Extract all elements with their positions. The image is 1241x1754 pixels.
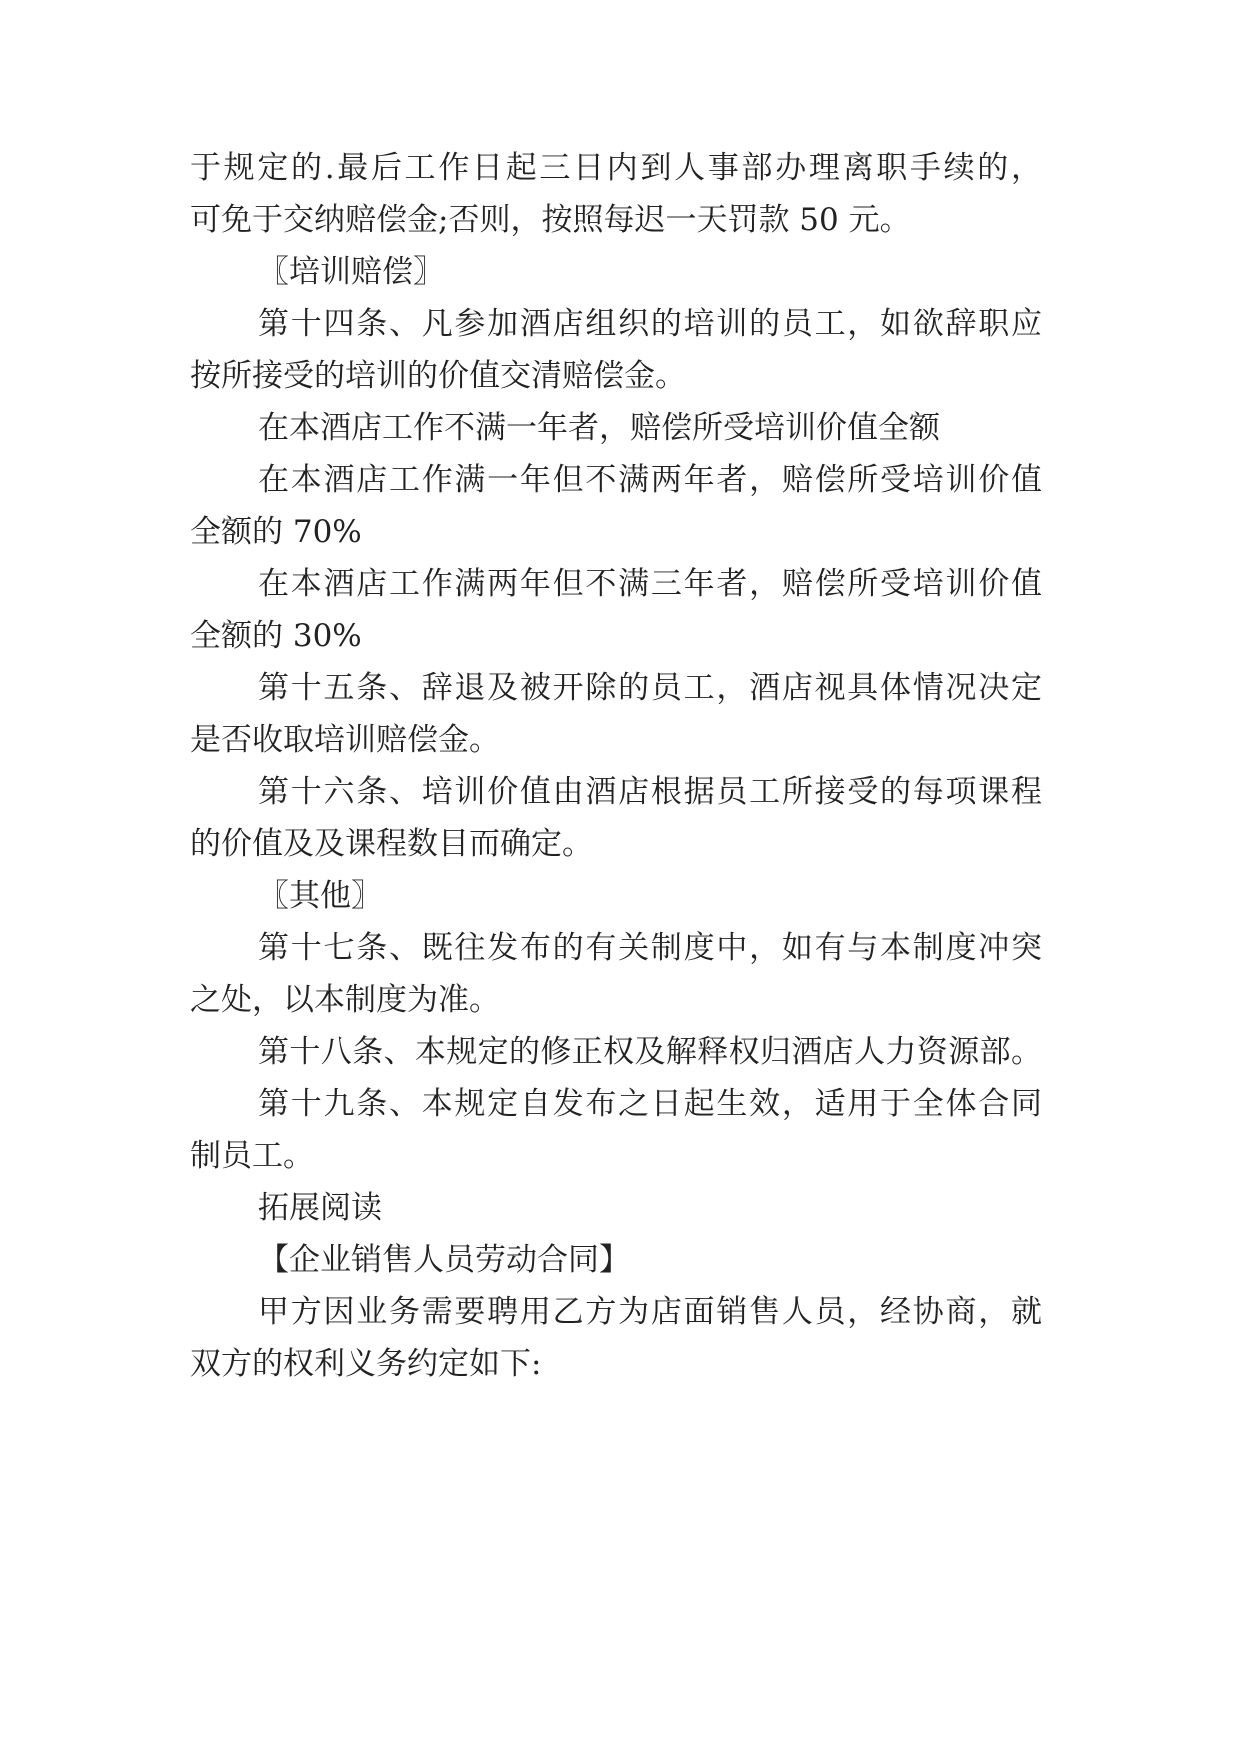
- text-line: 制员工。: [190, 1138, 314, 1174]
- text-line: 按所接受的培训的价值交清赔偿金。: [190, 358, 686, 394]
- text-line: 双方的权利义务约定如下:: [190, 1346, 542, 1382]
- section-heading: 【企业销售人员劳动合同】: [258, 1242, 630, 1278]
- section-heading: 拓展阅读: [258, 1190, 382, 1226]
- text-line: 第十七条、既往发布的有关制度中，如有与本制度冲突: [258, 930, 1042, 966]
- text-line: 第十八条、本规定的修正权及解释权归酒店人力资源部。: [258, 1034, 1042, 1070]
- text-line: 的价值及及课程数目而确定。: [190, 826, 593, 862]
- text-line: 可免于交纳赔偿金;否则，按照每迟一天罚款 50 元。: [190, 202, 911, 238]
- text-line: 于规定的.最后工作日起三日内到人事部办理离职手续的，: [190, 150, 1042, 186]
- section-heading: 〖培训赔偿〗: [258, 254, 444, 290]
- text-line: 全额的 30%: [190, 618, 362, 654]
- text-line: 在本酒店工作不满一年者，赔偿所受培训价值全额: [258, 410, 940, 446]
- text-line: 在本酒店工作满两年但不满三年者，赔偿所受培训价值: [258, 566, 1042, 602]
- section-heading: 〖其他〗: [258, 878, 382, 914]
- text-line: 在本酒店工作满一年但不满两年者，赔偿所受培训价值: [258, 462, 1042, 498]
- text-line: 全额的 70%: [190, 514, 362, 550]
- text-line: 是否收取培训赔偿金。: [190, 722, 500, 758]
- text-line: 甲方因业务需要聘用乙方为店面销售人员，经协商，就: [258, 1294, 1042, 1330]
- text-line: 第十四条、凡参加酒店组织的培训的员工，如欲辞职应: [258, 306, 1042, 342]
- text-line: 第十五条、辞退及被开除的员工，酒店视具体情况决定: [258, 670, 1042, 706]
- text-line: 之处，以本制度为准。: [190, 982, 500, 1018]
- text-line: 第十六条、培训价值由酒店根据员工所接受的每项课程: [258, 774, 1042, 810]
- text-line: 第十九条、本规定自发布之日起生效，适用于全体合同: [258, 1086, 1042, 1122]
